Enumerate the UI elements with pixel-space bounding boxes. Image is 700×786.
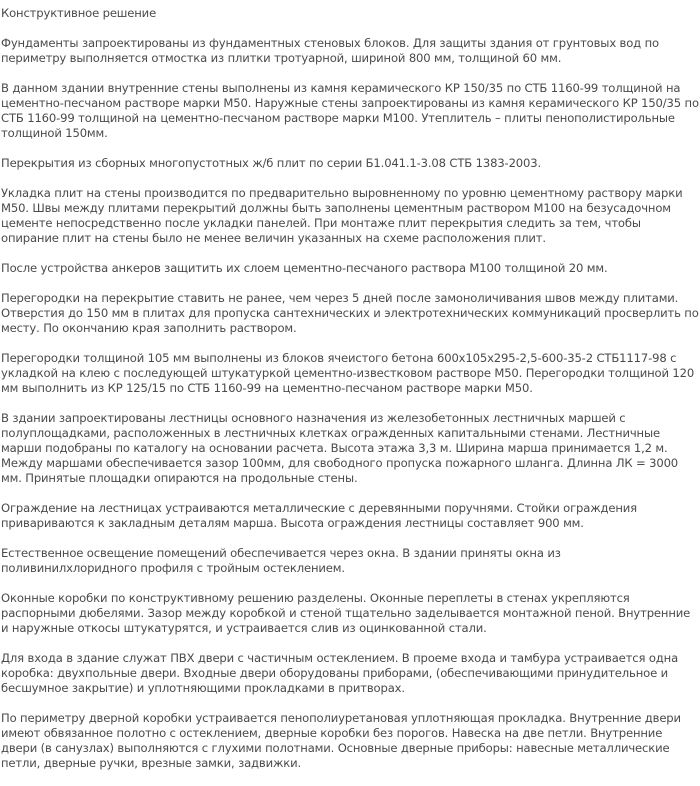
paragraph-floor-slabs: Перекрытия из сборных многопустотных ж/б плит по серии Б1.041.1-3.08 СТБ 1383-2003. bbox=[1, 156, 542, 170]
paragraph-partitions-timing: Перегородки на перекрытие ставить не ранее, чем через 5 дней после замоноличивания швов между плитами. Отверстия до 150 мм в плитах для пропуска сантехнических и электротехнических коммуникаций просверлить по месту. По окончанию края заполнить раствором. bbox=[1, 291, 699, 335]
paragraph-foundations: Фундаменты запроектированы из фундаментных стеновых блоков. Для защиты здания от грунтовых вод по периметру выполняется отмостка из плитки тротуарной, шириной 800 мм, толщиной 60 мм. bbox=[1, 36, 659, 65]
paragraph-lighting: Естественное освещение помещений обеспечивается через окна. В здании приняты окна из поливинилхлоридного профиля с тройным остеклением. bbox=[1, 546, 561, 575]
paragraph-anchors: После устройства анкеров защитить их слоем цементно-песчаного раствора М100 толщиной 20 мм. bbox=[1, 261, 608, 275]
paragraph-entrance-doors: Для входа в здание служат ПВХ двери с частичным остеклением. В проеме входа и тамбура устраивается одна коробка: двухпольные двери. Входные двери оборудованы приборами, (обеспечивающими принудительное и бесшумное закрытие) и уплотняющими прокладками в притворах. bbox=[1, 651, 679, 695]
paragraph-railings: Ограждение на лестницах устраиваются металлические с деревянными поручнями. Стойки ограждения привариваются к закладным деталям марша. Высота ограждения лестницы составляет 900 мм. bbox=[1, 501, 638, 530]
paragraph-stairs: В здании запроектированы лестницы основного назначения из железобетонных лестничных маршей с полуплощадками, расположенных в лестничных клетках огражденных капитальными стенами. Лестничные марши подобраны по каталогу на основании расчета. Высота этажа 3,3 м. Ширина марша принимается 1,2 м. Между маршами обеспечивается зазор 100мм, для свободного пропуска пожарного шланга. Длинна ЛК = 3000 мм. Принятые площадки опираются на продольные стены. bbox=[1, 411, 679, 485]
paragraph-slab-laying: Укладка плит на стены производится по предварительно выровненному по уровню цементному раствору марки М50. Швы между плитами перекрытий должны быть заполнены цементным раствором М100 на безусадочном цементе непосредственно после укладки панелей. При монтаже плит перекрытия следить за тем, чтобы опирание плит на стены было не менее величин указанных на схеме расположения плит. bbox=[1, 186, 683, 245]
paragraph-partitions: Перегородки толщиной 105 мм выполнены из блоков ячеистого бетона 600x105x295-2,5-600-35-2 СТБ1117-98 с укладкой на клею с последующей штукатуркой цементно-известковом растворе М50. Перегородки толщиной 120 мм выполнить из КР 125/15 по СТБ 1160-99 на цементно-песчаном растворе марки М50. bbox=[1, 351, 695, 395]
document-title: Конструктивное решение bbox=[1, 6, 157, 20]
paragraph-window-frames: Оконные коробки по конструктивному решению разделены. Оконные переплеты в стенах укрепляются распорными дюбелями. Зазор между коробкой и стеной тщательно заделывается монтажной пеной. Внутренние и наружные откосы штукатурятся, и устраивается слив из оцинкованной стали. bbox=[1, 591, 691, 635]
paragraph-walls: В данном здании внутренние стены выполнены из камня керамического КР 150/35 по СТБ 1160-99 толщиной на цементно-песчаном растворе марки М50. Наружные стены запроектированы из камня керамического КР 150/35 по СТБ 1160-99 толщиной на цементно-песчаном растворе марки М100. Утеплитель – плиты пенополистирольные толщиной 150мм. bbox=[1, 81, 699, 140]
paragraph-door-frames: По периметру дверной коробки устраивается пенополиуретановая уплотняющая прокладка. Внутренние двери имеют обвязанное полотно с остеклением, дверные коробки без порогов. Навеска на две петли. Внутренние двери (в санузлах) выполняются с глухими полотнами. Основные дверные приборы: навесные металлические петли, дверные ручки, врезные замки, задвижки. bbox=[1, 711, 681, 770]
